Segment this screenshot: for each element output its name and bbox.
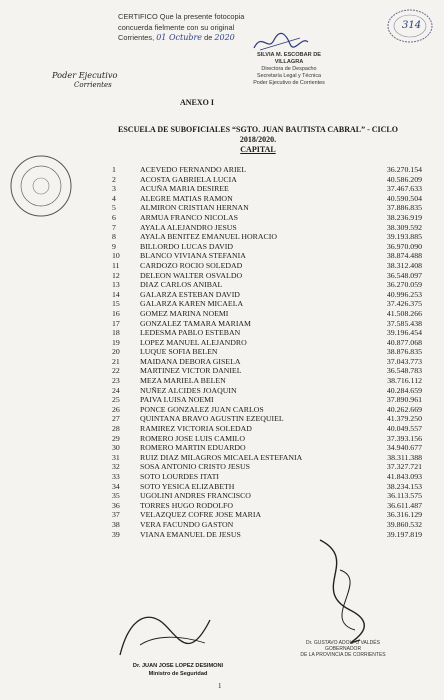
roster-row: [112, 491, 422, 501]
roster-index: 9: [112, 241, 116, 251]
roster-index: 35: [112, 491, 120, 501]
official-name: SILVIA M. ESCOBAR DE VILLAGRA: [256, 52, 322, 65]
roster-dni: 38.312.408: [386, 260, 422, 270]
official-role: Directora de Despacho: [261, 66, 317, 72]
roster-name: MEZA MARIELA BELEN: [140, 376, 226, 386]
roster-name: VIANA EMANUEL DE JESUS: [140, 529, 241, 539]
roster-dni: 40.996.253: [386, 289, 422, 299]
roster-dni: 36.611.487: [387, 500, 422, 510]
roster-name: ALEGRE MATIAS RAMON: [140, 193, 233, 203]
roster-row: [112, 482, 422, 492]
roster-row: [112, 175, 422, 185]
roster-row: [112, 366, 422, 376]
roster-dni: 36.270.059: [386, 280, 422, 290]
roster-dni: 39.860.532: [386, 519, 422, 529]
heading-line-2: 2018/2020.: [239, 135, 277, 144]
roster-index: 12: [112, 270, 120, 280]
roster-row: [112, 165, 422, 175]
roster-index: 38: [112, 519, 120, 529]
roster-name: AYALA ALEJANDRO JESUS: [140, 222, 237, 232]
official-office: Secretaría Legal y Técnica: [256, 73, 322, 79]
roster-index: 29: [112, 433, 120, 443]
roster-row: [112, 520, 422, 530]
roster-name: SOSA ANTONIO CRISTO JESUS: [140, 462, 250, 472]
roster-row: [112, 395, 422, 405]
roster-row: [112, 434, 422, 444]
roster-row: [112, 414, 422, 424]
roster-name: MARTINEZ VICTOR DANIEL: [140, 366, 242, 376]
roster-dni: 39.197.819: [386, 529, 422, 539]
roster-index: 34: [112, 481, 120, 491]
roster-list: [112, 165, 422, 539]
roster-name: ACEVEDO FERNANDO ARIEL: [140, 165, 247, 174]
roster-name: UGOLINI ANDRES FRANCISCO: [140, 491, 251, 501]
roster-dni: 37.467.633: [386, 184, 422, 194]
roster-dni: 37.426.375: [386, 299, 422, 309]
roster-name: DELEON WALTER OSVALDO: [140, 270, 243, 280]
roster-dni: 41.843.093: [386, 472, 422, 481]
roster-name: TORRES HUGO RODOLFO: [140, 500, 233, 510]
roster-index: 14: [112, 289, 120, 299]
letterhead-line-2: Corrientes: [74, 81, 112, 89]
ministry-round-stamp-image: [6, 150, 76, 222]
roster-dni: 40.284.659: [386, 385, 422, 395]
certification-year: 2020: [214, 33, 235, 42]
roster-name: ALMIRON CRISTIAN HERNAN: [140, 203, 249, 213]
roster-dni: 39.193.885: [386, 232, 422, 242]
roster-dni: 41.379.250: [386, 414, 422, 424]
roster-index: 22: [112, 366, 120, 376]
roster-index: 2: [112, 174, 116, 184]
roster-row: [112, 251, 422, 261]
roster-row: [112, 271, 422, 281]
roster-row: [112, 510, 422, 520]
governor-signature-block: [288, 640, 398, 659]
roster-row: [112, 223, 422, 233]
roster-index: 36: [112, 500, 120, 510]
roster-index: 10: [112, 251, 120, 261]
roster-row: [112, 472, 422, 482]
roster-dni: 37.327.721: [386, 462, 422, 472]
roster-row: [112, 319, 422, 329]
roster-name: LEDESMA PABLO ESTEBAN: [140, 328, 241, 338]
roster-name: GONZALEZ TAMARA MARIAM: [140, 318, 251, 328]
roster-dni: 40.590.504: [386, 193, 422, 203]
roster-dni: 36.316.129: [386, 510, 422, 520]
roster-name: GALARZA ESTEBAN DAVID: [140, 289, 240, 299]
roster-name: LOPEZ MANUEL ALEJANDRO: [140, 337, 247, 347]
roster-index: 21: [112, 356, 120, 366]
roster-row: [112, 386, 422, 396]
roster-name: MAIDANA DEBORA GISELA: [140, 356, 241, 366]
roster-row: [112, 405, 422, 415]
roster-dni: 37.890.961: [386, 395, 422, 405]
certification-line-1: CERTIFICO Que la presente fotocopia: [118, 12, 245, 21]
roster-row: [112, 443, 422, 453]
roster-name: CARDOZO ROCIO SOLEDAD: [140, 260, 243, 270]
roster-name: DIAZ CARLOS ANIBAL: [140, 280, 223, 290]
certification-date-handwritten: 01 Octubre: [156, 33, 203, 42]
page-number: 1: [218, 682, 222, 690]
roster-index: 31: [112, 452, 120, 462]
roster-name: VELAZQUEZ COFRE JOSE MARIA: [140, 510, 262, 520]
governor-name: Dr. GUSTAVO ADOLFO VALDÉS: [306, 640, 380, 646]
roster-name: ACOSTA GABRIELA LUCIA: [140, 174, 237, 184]
roster-dni: 40.262.669: [386, 404, 422, 414]
roster-index: 26: [112, 404, 120, 414]
roster-row: [112, 213, 422, 223]
certification-line-2: concuerda fielmente con su original: [118, 22, 235, 32]
roster-dni: 36.548.783: [386, 366, 422, 376]
roster-dni: 38.876.835: [386, 347, 422, 357]
roster-row: [112, 232, 422, 242]
official-org: Poder Ejecutivo de Corrientes: [253, 80, 325, 86]
roster-row: [112, 261, 422, 271]
roster-name: ROMERO JOSE LUIS CAMILO: [140, 433, 246, 443]
roster-row: [112, 290, 422, 300]
roster-index: 28: [112, 424, 120, 434]
annex-title: ANEXO I: [180, 98, 215, 107]
document-heading: [108, 125, 408, 155]
folio-number: 314: [402, 20, 422, 31]
roster-dni: 36.270.154: [386, 165, 422, 174]
roster-dni: 36.548.097: [386, 270, 422, 280]
roster-name: RAMIREZ VICTORIA SOLEDAD: [140, 424, 252, 434]
roster-name: PONCE GONZALEZ JUAN CARLOS: [140, 404, 264, 414]
roster-name: ACUÑA MARIA DESIREE: [140, 184, 229, 194]
roster-row: [112, 357, 422, 367]
certification-city: Corrientes,: [118, 33, 155, 42]
letterhead-line-1: Poder Ejecutivo: [52, 70, 118, 80]
roster-name: LUQUE SOFIA BELEN: [140, 347, 218, 357]
roster-name: GOMEZ MARINA NOEMI: [140, 308, 229, 318]
roster-name: VERA FACUNDO GASTON: [140, 519, 234, 529]
roster-index: 32: [112, 462, 120, 472]
roster-index: 15: [112, 299, 120, 309]
minister-name: Dr. JUAN JOSE LOPEZ DESIMONI: [132, 663, 224, 669]
roster-name: BLANCO VIVIANA STEFANIA: [140, 251, 246, 261]
roster-row: [112, 242, 422, 252]
roster-index: 33: [112, 472, 120, 481]
roster-row: [112, 280, 422, 290]
roster-row: [112, 338, 422, 348]
roster-index: 39: [112, 529, 120, 539]
roster-index: 25: [112, 395, 120, 405]
roster-index: 23: [112, 376, 120, 386]
letterhead: [52, 70, 117, 90]
roster-dni: 37.393.156: [386, 433, 422, 443]
roster-index: 3: [112, 184, 116, 194]
roster-index: 27: [112, 414, 120, 424]
roster-dni: 37.886.835: [386, 203, 422, 213]
roster-dni: 38.311.388: [387, 452, 422, 462]
roster-dni: 36.113.575: [387, 491, 422, 501]
roster-name: AYALA BENITEZ EMANUEL HORACIO: [140, 232, 277, 242]
roster-name: NUÑEZ ALCIDES JOAQUIN: [140, 385, 237, 395]
roster-name: QUINTANA BRAVO AGUSTIN EZEQUIEL: [140, 414, 284, 424]
roster-index: 5: [112, 203, 116, 213]
roster-index: 19: [112, 337, 120, 347]
roster-dni: 38.874.488: [386, 251, 422, 261]
roster-name: SOTO YESICA ELIZABETH: [140, 481, 235, 491]
roster-row: [112, 376, 422, 386]
roster-row: [112, 462, 422, 472]
roster-row: [112, 501, 422, 511]
roster-row: [112, 453, 422, 463]
governor-role: GOBERNADOR: [324, 646, 362, 653]
heading-line-1: ESCUELA DE SUBOFICIALES “SGTO. JUAN BAUTISTA CABRAL” - CICLO: [118, 125, 398, 134]
roster-index: 13: [112, 280, 120, 290]
roster-dni: 40.877.068: [386, 337, 422, 347]
roster-row: [112, 299, 422, 309]
roster-row: [112, 203, 422, 213]
roster-dni: 37.585.438: [386, 318, 422, 328]
roster-name: RUIZ DIAZ MILAGROS MICAELA ESTEFANIA: [140, 452, 303, 462]
minister-role: Ministro de Seguridad: [148, 671, 208, 677]
roster-dni: 38.236.919: [386, 212, 422, 222]
roster-row: [112, 194, 422, 204]
roster-index: 30: [112, 443, 120, 453]
roster-dni: 39.196.454: [386, 328, 422, 338]
roster-row: [112, 347, 422, 357]
roster-dni: 38.234.153: [386, 481, 422, 491]
minister-signature-image: [110, 605, 220, 665]
roster-name: BILLORDO LUCAS DAVID: [140, 241, 233, 251]
roster-index: 24: [112, 385, 120, 395]
roster-name: PAIVA LUISA NOEMI: [140, 395, 214, 405]
roster-index: 4: [112, 193, 116, 203]
roster-index: 11: [112, 260, 120, 270]
roster-index: 18: [112, 328, 120, 338]
roster-dni: 36.970.090: [386, 241, 422, 251]
official-stamp: [246, 52, 332, 87]
governor-org: DE LA PROVINCIA DE CORRIENTES: [300, 652, 386, 659]
roster-index: 7: [112, 222, 116, 232]
roster-index: 8: [112, 232, 116, 242]
certification-de: de: [204, 33, 213, 42]
roster-index: 17: [112, 318, 120, 328]
roster-dni: 38.309.592: [386, 222, 422, 232]
roster-row: [112, 184, 422, 194]
roster-name: ARMUA FRANCO NICOLAS: [140, 212, 238, 222]
roster-dni: 41.508.266: [386, 308, 422, 318]
roster-name: ROMERO MARTIN EDUARDO: [140, 443, 246, 453]
roster-dni: 40.049.557: [386, 424, 422, 434]
roster-name: SOTO LOURDES ITATI: [140, 472, 219, 481]
roster-dni: 34.940.677: [386, 443, 422, 453]
roster-index: 6: [112, 212, 116, 222]
roster-dni: 38.716.112: [387, 376, 422, 386]
certifier-signature-image: [250, 30, 310, 54]
roster-name: GALARZA KAREN MICAELA: [140, 299, 244, 309]
minister-signature-block: [130, 662, 226, 678]
roster-dni: 37.043.773: [386, 356, 422, 366]
roster-index: 20: [112, 347, 120, 357]
roster-dni: 40.586.209: [386, 174, 422, 184]
roster-index: 1: [112, 165, 116, 174]
roster-index: 37: [112, 510, 120, 520]
roster-row: [112, 309, 422, 319]
roster-row: [112, 328, 422, 338]
roster-row: [112, 424, 422, 434]
heading-capital: CAPITAL: [240, 145, 276, 154]
roster-index: 16: [112, 308, 120, 318]
